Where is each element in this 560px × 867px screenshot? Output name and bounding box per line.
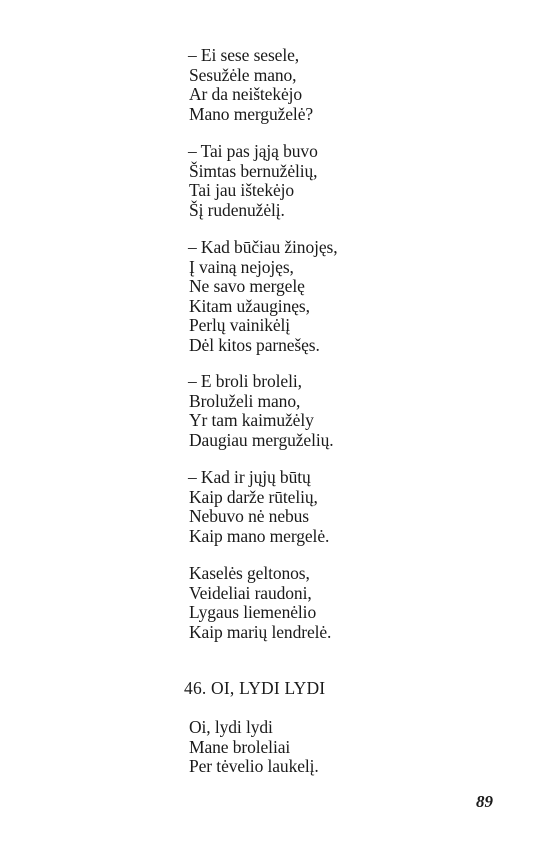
verse-line: Kaip darže rūtelių, — [189, 486, 318, 507]
verse-line: Kitam užauginęs, — [189, 295, 310, 316]
verse-line: Daugiau merguželių. — [189, 429, 334, 450]
page-number: 89 — [476, 792, 493, 811]
verse-line: Kaselės geltonos, — [189, 563, 310, 583]
verse-line: Mane broleliai — [189, 736, 291, 757]
verse-line: Lygaus liemenėlio — [189, 602, 317, 622]
stanza-5 — [189, 468, 329, 546]
verse-line: Kaip mano mergelė. — [189, 525, 330, 546]
verse-line: Yr tam kaimužėly — [189, 410, 314, 430]
verse-line: Per tėvelio laukelį. — [189, 756, 319, 776]
verse-line: Kaip marių lendrelė. — [189, 621, 332, 642]
verse-line: – E broli broleli, — [188, 371, 302, 391]
verse-line: – Kad būčiau žinojęs, — [188, 237, 338, 257]
verse-line: Veideliai raudoni, — [189, 582, 312, 603]
verse-line: Nebuvo nė nebus — [189, 506, 310, 526]
verse-line: Šį rudenužėlį. — [189, 199, 285, 220]
section-heading: 46. OI, LYDI LYDI — [184, 678, 326, 698]
stanza-6 — [189, 564, 331, 642]
verse-line: – Tai pas jąją buvo — [188, 141, 318, 161]
verse-line: Tai jau ištekėjo — [189, 180, 295, 200]
verse-line: Mano merguželė? — [189, 103, 314, 124]
verse-line: Sesužėle mano, — [189, 64, 297, 85]
section-stanza — [189, 718, 319, 777]
verse-line: – Ei sese sesele, — [188, 45, 300, 65]
verse-line: Perlų vainikėlį — [189, 315, 291, 335]
verse-line: Oi, lydi lydi — [189, 717, 273, 737]
verse-line: Broluželi mano, — [189, 390, 301, 411]
verse-line: Ne savo mergelę — [189, 276, 305, 296]
verse-line: Ar da neištekėjo — [189, 84, 303, 104]
verse-line: – Kad ir jųjų būtų — [188, 467, 311, 487]
verse-line: Į vainą nejojęs, — [189, 256, 294, 277]
stanza-2 — [189, 142, 318, 220]
stanza-1 — [189, 46, 313, 124]
verse-line: Dėl kitos parnešęs. — [189, 334, 320, 355]
stanza-4 — [189, 372, 334, 450]
verse-line: Šimtas bernužėlių, — [189, 160, 318, 181]
stanza-3 — [189, 238, 338, 355]
